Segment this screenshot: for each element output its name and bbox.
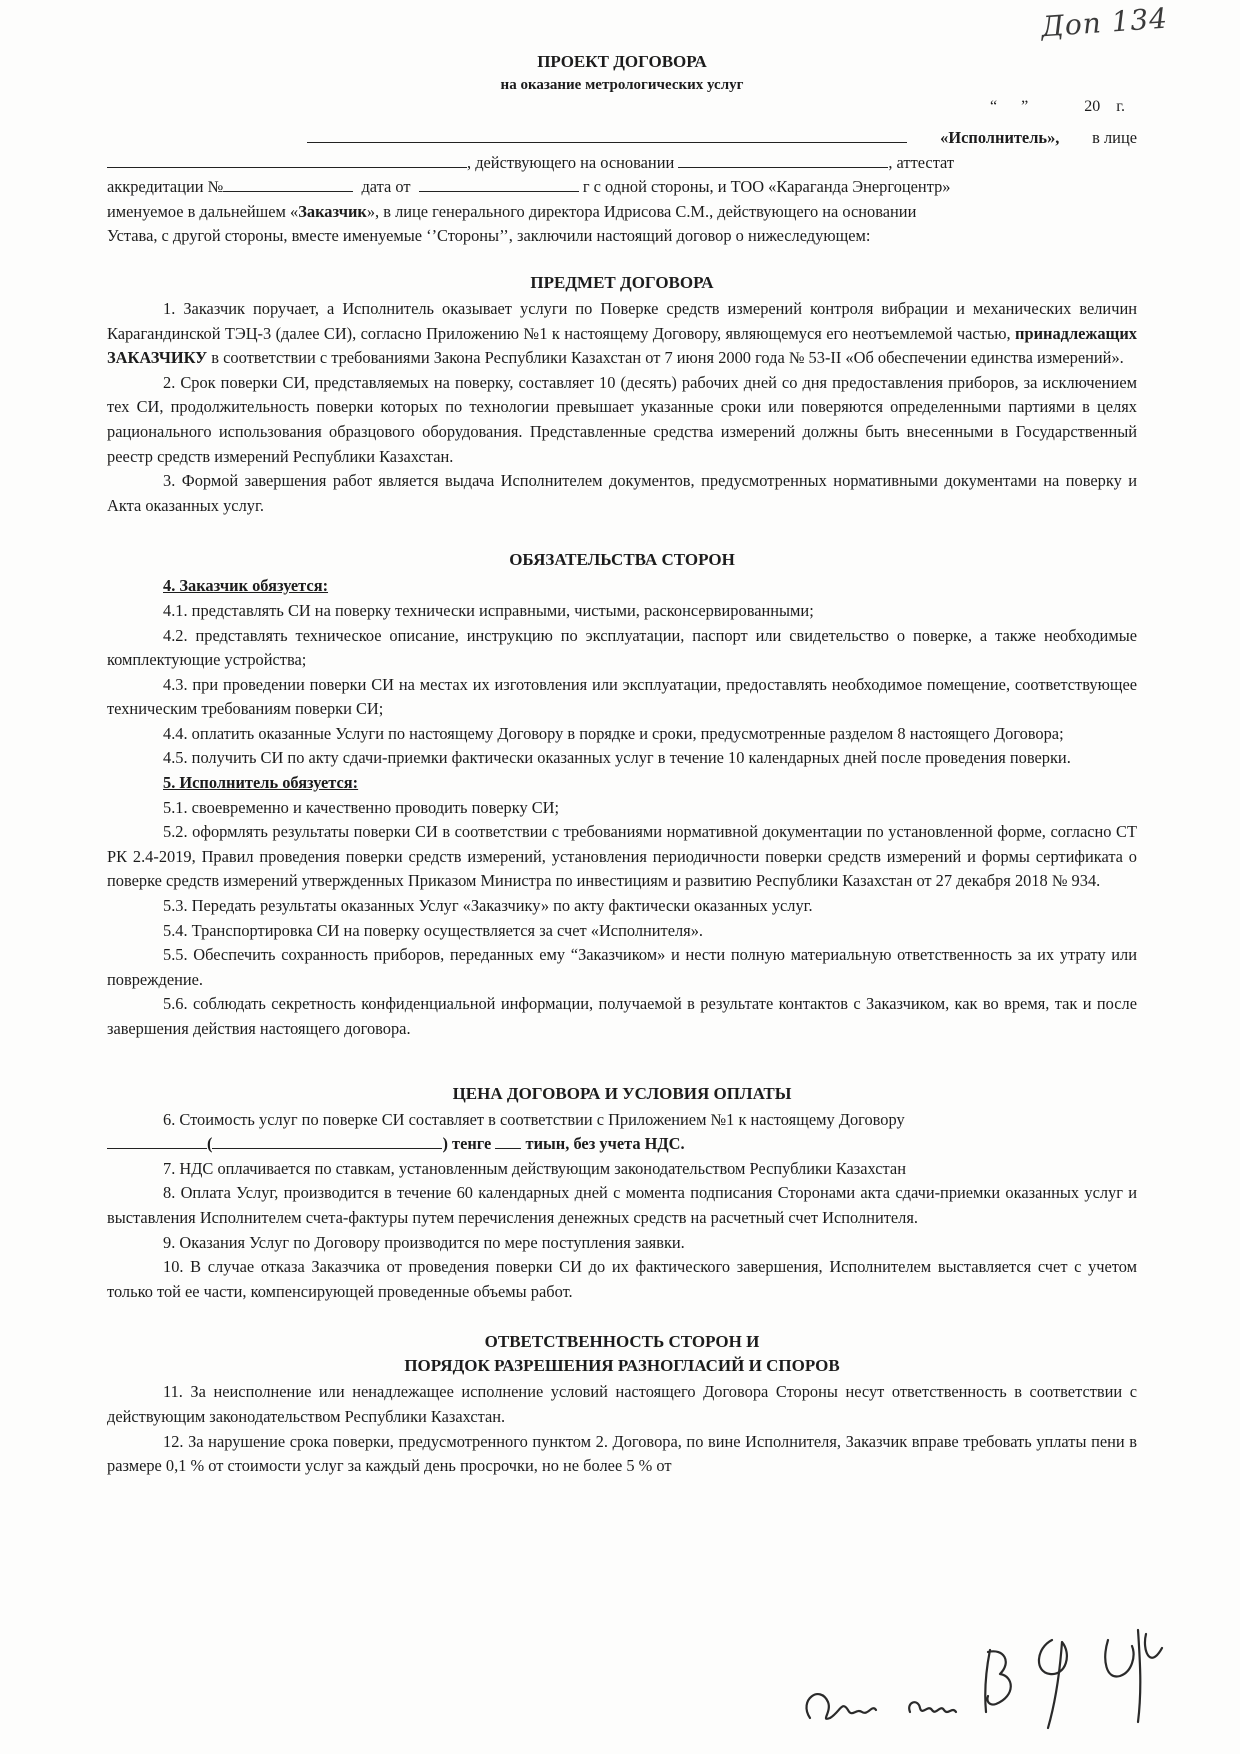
- clause-4-1: 4.1. представлять СИ на поверку технически исправными, чистыми, расконсервированными;: [163, 600, 814, 620]
- clause-6: 6. Стоимость услуг по поверке СИ составляет в соответствии с Приложением №1 к настоящему Договору: [163, 1109, 905, 1129]
- signature-4: [1039, 1640, 1067, 1728]
- signature-1: [806, 1694, 876, 1719]
- preamble-line4-a: именуемое в дальнейшем «: [107, 201, 299, 221]
- clause-5-5: 5.5. Обеспечить сохранность приборов, переданных ему “Заказчиком» и нести полную материальную ответственность за их утрату или повреждение.: [107, 945, 1137, 989]
- preamble-line2-tail: , аттестат: [888, 152, 955, 172]
- clause-5-6: 5.6. соблюдать секретность конфиденциальной информации, получаемой в результате контактов с Заказчиком, как во время, так и после завершения действия настоящего договора.: [107, 994, 1137, 1038]
- clause-12: 12. За нарушение срока поверки, предусмотренного пунктом 2. Договора, по вине Исполнителя, Заказчик вправе требовать уплаты пени в размере 0,1 % от стоимости услуг за каждый день просрочки, но не более 5 % от: [107, 1431, 1137, 1476]
- clause-5-4: 5.4. Транспортировка СИ на поверку осуществляется за счет «Исполнителя».: [163, 920, 703, 940]
- clause-11: 11. За неисполнение или ненадлежащее исполнение условий настоящего Договора Стороны несут ответственность в соответствии с действующим законодательством Республики Казахстан.: [107, 1382, 1137, 1426]
- heading-price: ЦЕНА ДОГОВОРА И УСЛОВИЯ ОПЛАТЫ: [452, 1083, 792, 1103]
- clause-1-text-b: в соответствии с требованиями Закона Республики Казахстан от 7 июня 2000 года № 53-II «Об обеспечении единства измерений».: [207, 348, 1124, 368]
- clause-4-5: 4.5. получить СИ по акту сдачи-приемки фактически оказанных услуг в течение 10 календарных дней после проведения поверки.: [163, 748, 1071, 768]
- date-line: “ ” 20 г.: [990, 98, 1125, 115]
- clause-1-bold: принадлежащих ЗАКАЗЧИКУ: [107, 323, 1137, 368]
- clause-7: 7. НДС оплачивается по ставкам, установленным действующим законодательством Республики Казахстан: [163, 1158, 906, 1178]
- blank-amount-tiyn: [495, 1133, 521, 1149]
- preamble-line-4: [107, 200, 1137, 225]
- blank-accreditation-date: [419, 176, 579, 192]
- customer-obligations-label: 4. Заказчик обязуется:: [163, 576, 329, 596]
- blank-executor-name: [307, 127, 907, 143]
- preamble-line-5: Устава, с другой стороны, вместе именуемые ‘’Стороны’’, заключили настоящий договор о нижеследующем:: [107, 226, 871, 246]
- amount-paren-open: (: [207, 1134, 213, 1154]
- executor-obligations-label: 5. Исполнитель обязуется:: [163, 773, 359, 793]
- clause-4-4: 4.4. оплатить оказанные Услуги по настоящему Договору в порядке и сроки, предусмотренные разделом 8 настоящего Договора;: [163, 723, 1064, 743]
- preamble-line2-mid: , действующего на основании: [467, 152, 675, 172]
- preamble-line4-b: », в лице генерального директора Идрисова С.М., действующего на основании: [366, 201, 917, 221]
- blank-representative: [107, 152, 467, 168]
- preamble-line3-a: аккредитации №: [107, 177, 224, 197]
- preamble-line-1: [107, 126, 1137, 151]
- contract-title: ПРОЕКТ ДОГОВОРА: [537, 52, 707, 71]
- customer-obligations-heading: [107, 574, 1137, 599]
- amount-tail: тиын, без учета НДС.: [525, 1134, 685, 1154]
- heading-subject: ПРЕДМЕТ ДОГОВОРА: [530, 272, 714, 292]
- preamble-line-2: [107, 151, 1137, 176]
- heading-obligations: ОБЯЗАТЕЛЬСТВА СТОРОН: [509, 550, 735, 570]
- clause-5-2: 5.2. оформлять результаты поверки СИ в соответствии с требованиями нормативной документации по установленной форме, согласно СТ РК 2.4-2019, Правил проведения поверки средств измерений, установления периодичности поверки средств измерений и формы сертификата о поверке средств измерений утвержденных Приказом Министра по инвестициям и развитию Республики Казахстан от 27 декабря 2018 № 934.: [107, 822, 1137, 891]
- heading-liability-2: ПОРЯДОК РАЗРЕШЕНИЯ РАЗНОГЛАСИЙ И СПОРОВ: [404, 1356, 840, 1376]
- clause-1: [107, 297, 1137, 371]
- signature-3: [985, 1650, 1011, 1712]
- executor-obligations-heading: [107, 771, 1137, 796]
- clause-2: 2. Срок поверки СИ, представляемых на поверку, составляет 10 (десять) рабочих дней со дня предоставления приборов, за исключением тех СИ, продолжительность поверки которых по технологии превышает указанные сроки или поверяются определенными партиями в целях рационального использования образцового оборудования. Представленные средства измерений должны быть внесенными в Государственный реестр средств измерений Республики Казахстан.: [107, 372, 1137, 466]
- clause-4-2: 4.2. представлять техническое описание, инструкцию по эксплуатации, паспорт или свидетельство о поверке, а также необходимые комплектующие устройства;: [107, 625, 1137, 670]
- clause-3: 3. Формой завершения работ является выдача Исполнителем документов, предусмотренных нормативными документами на поверку и Акта оказанных услуг.: [107, 471, 1137, 515]
- blank-basis: [678, 152, 888, 168]
- preamble: [107, 126, 1137, 249]
- clause-4-3: 4.3. при проведении поверки СИ на местах их изготовления или эксплуатации, предоставлять необходимое помещение, соответствующее техническим требованиям поверки СИ;: [107, 674, 1137, 719]
- customer-label: Заказчик: [298, 201, 367, 221]
- signature-marks: [790, 1600, 1220, 1740]
- contract-body: [107, 50, 1137, 1479]
- signature-2: [909, 1702, 956, 1712]
- heading-liability-1: ОТВЕТСТВЕННОСТЬ СТОРОН И: [484, 1332, 760, 1352]
- preamble-line3-b: дата от: [361, 177, 411, 197]
- clause-9: 9. Оказания Услуг по Договору производится по мере поступления заявки.: [163, 1232, 685, 1252]
- amount-paren-close: ) тенге: [442, 1134, 492, 1154]
- clause-8: 8. Оплата Услуг, производится в течение 60 календарных дней с момента подписания Сторонами акта сдачи-приемки оказанных услуг и выставления Исполнителем счета-фактуры путем перечисления денежных средств на расчетный счет Исполнителя.: [107, 1183, 1137, 1227]
- signature-5: [1105, 1630, 1162, 1722]
- blank-amount-words: [212, 1133, 442, 1149]
- clause-10: 10. В случае отказа Заказчика от проведения поверки СИ до их фактического завершения, Исполнителем выставляется счет с учетом только той ее части, компенсирующей проведенные объемы работ.: [107, 1257, 1137, 1301]
- clause-5-1: 5.1. своевременно и качественно проводить поверку СИ;: [163, 797, 560, 817]
- clause-6-amount: [107, 1132, 1137, 1157]
- blank-amount-digits: [107, 1133, 207, 1149]
- clause-5-3: 5.3. Передать результаты оказанных Услуг «Заказчику» по акту фактически оказанных услуг.: [163, 896, 813, 916]
- preamble-line3-c: г с одной стороны, и ТОО «Караганда Энергоцентр»: [582, 177, 951, 197]
- preamble-line1-tail: в лице: [1092, 128, 1137, 147]
- handwritten-corner-note: Доп 134: [1040, 1, 1169, 44]
- clause-1-text-a: 1. Заказчик поручает, а Исполнитель оказывает услуги по Поверке средств измерений контроля вибрации и механических величин Карагандинской ТЭЦ-3 (далее СИ), согласно Приложению №1 к настоящему Договору, являющемуся его неотъемлемой частью,: [107, 298, 1137, 343]
- contract-subtitle: на оказание метрологических услуг: [500, 77, 744, 93]
- preamble-line-3: [107, 175, 1137, 200]
- blank-accreditation-number: [223, 176, 353, 192]
- executor-role: «Исполнитель»,: [940, 128, 1060, 147]
